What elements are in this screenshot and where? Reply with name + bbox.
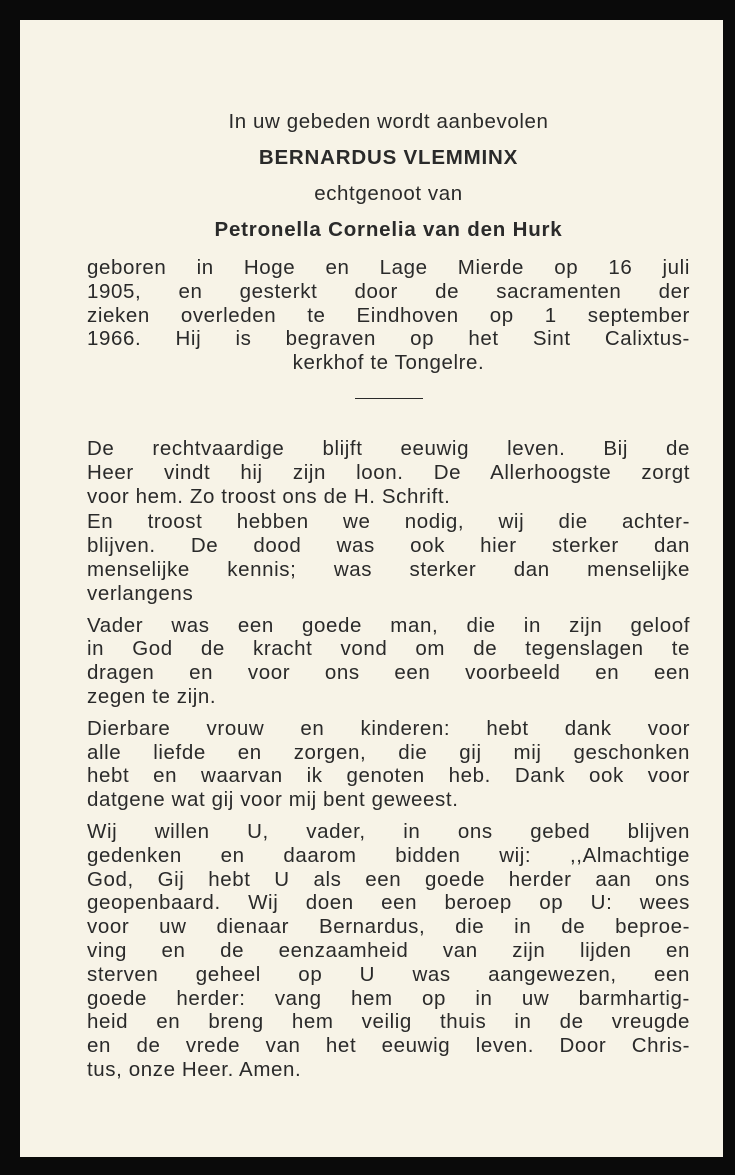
paragraph-line: God, Gij hebt U als een goede herder aan ons xyxy=(87,867,690,891)
card-content xyxy=(87,104,690,1082)
relation-line: echtgenoot van xyxy=(314,182,463,205)
paragraph-5 xyxy=(87,820,690,1082)
paragraph-line: Wij willen U, vader, in ons gebed blijven xyxy=(87,819,690,843)
paragraph-line: Vader was een goede man, die in zijn geloof xyxy=(87,613,690,637)
paragraph-line: zegen te zijn. xyxy=(87,684,217,708)
biography-line: geboren in Hoge en Lage Mierde op 16 juli xyxy=(87,256,690,279)
paragraph-line: goede herder: vang hem op in uw barmhartig- xyxy=(87,986,690,1010)
paragraph-line: datgene wat gij voor mij bent geweest. xyxy=(87,788,459,812)
paragraph-4 xyxy=(87,717,690,812)
deceased-name: BERNARDUS VLEMMINX xyxy=(258,146,519,169)
paragraph-line: sterven geheel op U was aangewezen, een xyxy=(87,962,690,986)
biography xyxy=(87,256,690,375)
paragraph-line: en de vrede van het eeuwig leven. Door Chris- xyxy=(87,1034,690,1058)
paragraph-line: dragen en voor ons een voorbeeld en een xyxy=(87,661,690,685)
paragraph-line: Heer vindt hij zijn loon. De Allerhoogste zorgt xyxy=(87,460,690,484)
paragraph-1 xyxy=(87,437,690,508)
paragraph-line: in God de kracht vond om de tegenslagen te xyxy=(87,637,690,661)
paragraph-line: ving en de eenzaamheid van zijn lijden en xyxy=(87,938,690,962)
card-header xyxy=(87,104,690,248)
text-body xyxy=(87,437,690,1082)
paragraph-line: blijven. De dood was ook hier sterker dan xyxy=(87,534,690,558)
paragraph-line: alle liefde en zorgen, die gij mij geschonken xyxy=(87,740,690,764)
paragraph-line: verlangens xyxy=(87,581,194,605)
paragraph-line: gedenken en daarom bidden wij: ,,Almachtige xyxy=(87,843,690,867)
memorial-card xyxy=(20,20,723,1157)
biography-line: 1905, en gesterkt door de sacramenten der xyxy=(87,279,690,303)
intro-line: In uw gebeden wordt aanbevolen xyxy=(228,110,549,133)
biography-line: zieken overleden te Eindhoven op 1 september xyxy=(87,303,690,327)
spouse-name: Petronella Cornelia van den Hurk xyxy=(214,218,563,241)
paragraph-2 xyxy=(87,510,690,605)
paragraph-line: hebt en waarvan ik genoten heb. Dank ook voor xyxy=(87,764,690,788)
paragraph-line: menselijke kennis; was sterker dan menselijke xyxy=(87,557,690,581)
paragraph-line: tus, onze Heer. Amen. xyxy=(87,1057,302,1081)
biography-line: 1966. Hij is begraven op het Sint Calixtus- xyxy=(87,327,690,351)
paragraph-line: Dierbare vrouw en kinderen: hebt dank voor xyxy=(87,716,690,740)
paragraph-line: geopenbaard. Wij doen een beroep op U: wees xyxy=(87,891,690,915)
paragraph-3 xyxy=(87,614,690,709)
paragraph-line: voor hem. Zo troost ons de H. Schrift. xyxy=(87,484,451,508)
divider-rule xyxy=(355,398,423,399)
paragraph-line: De rechtvaardige blijft eeuwig leven. Bij de xyxy=(87,436,690,460)
paragraph-line: voor uw dienaar Bernardus, die in de beproe- xyxy=(87,915,690,939)
paragraph-line: heid en breng hem veilig thuis in de vreugde xyxy=(87,1010,690,1034)
paragraph-line: En troost hebben we nodig, wij die achter- xyxy=(87,510,690,534)
biography-line: kerkhof te Tongelre. xyxy=(292,351,485,375)
